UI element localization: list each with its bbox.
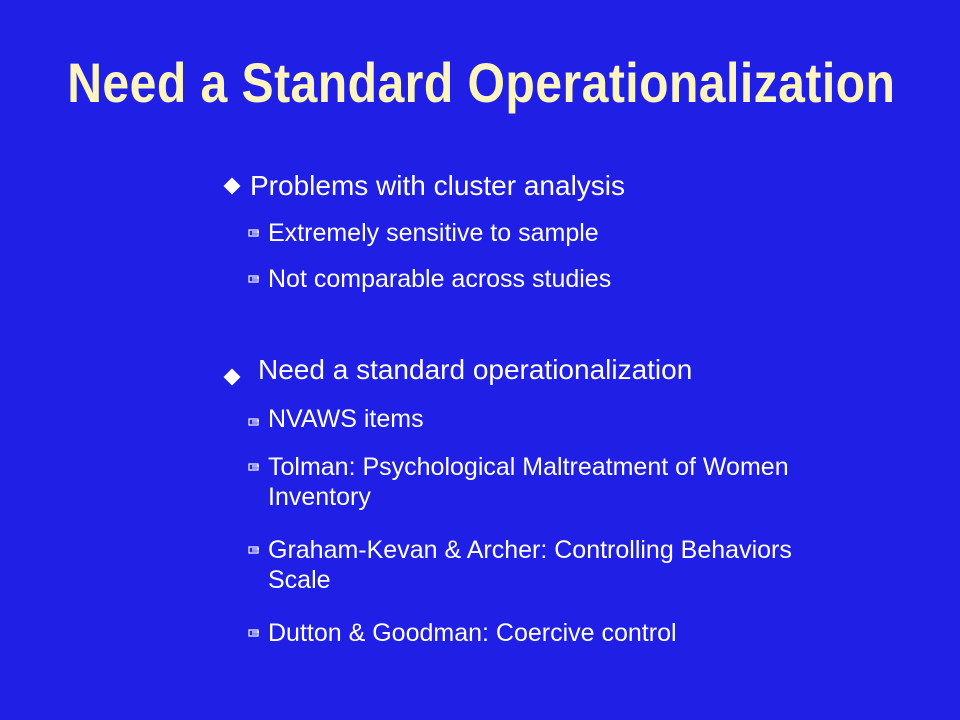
list-item: Graham-Kevan & Archer: Controlling Behaviors Scale — [268, 536, 792, 594]
list-item: Extremely sensitive to sample — [268, 219, 599, 247]
section-heading: Need a standard operationalization — [258, 354, 693, 385]
list-item: NVAWS items — [268, 405, 424, 433]
list-item: Dutton & Goodman: Coercive control — [268, 619, 677, 647]
pointing-hand-icon — [248, 544, 260, 556]
pointing-hand-icon — [248, 273, 260, 285]
pointing-hand-icon — [248, 461, 260, 473]
pointing-hand-icon — [248, 627, 260, 639]
list-item: Not comparable across studies — [268, 265, 612, 293]
diamond-bullet-icon — [224, 369, 241, 386]
diamond-bullet-icon — [224, 178, 241, 195]
list-item: Tolman: Psychological Maltreatment of Women Inventory — [268, 453, 789, 511]
slide-title: Need a Standard Operationalization — [67, 51, 896, 114]
pointing-hand-icon — [248, 227, 260, 239]
section-heading: Problems with cluster analysis — [250, 170, 626, 201]
pointing-hand-icon — [248, 416, 260, 428]
